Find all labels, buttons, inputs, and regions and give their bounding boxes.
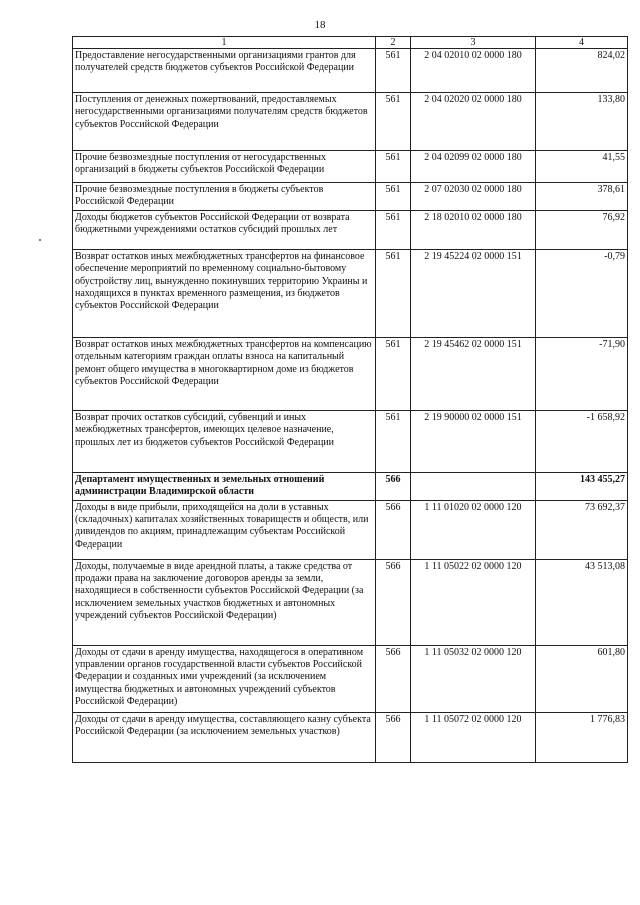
- row-amount-cell: -1 658,92: [536, 410, 628, 472]
- row-admin-cell: 566: [376, 559, 411, 645]
- table-row: [73, 559, 628, 645]
- row-amount-cell: 76,92: [536, 210, 628, 249]
- row-name-cell: Возврат остатков иных межбюджетных трансфертов на компенсацию отдельным категориям граждан оплаты взноса на капитальный ремонт общего имущества в многоквартирном доме из бюджетов субъектов Российской Федерации: [73, 337, 376, 410]
- header-col-4: 4: [536, 37, 628, 49]
- row-admin-cell: 561: [376, 210, 411, 249]
- row-amount-cell: 41,55: [536, 151, 628, 183]
- revenue-table: [72, 36, 628, 763]
- row-code-cell: 1 11 05032 02 0000 120: [411, 645, 536, 712]
- row-admin-cell: 566: [376, 472, 411, 500]
- table-row: [73, 249, 628, 337]
- row-name-cell: Предоставление негосударственными организациями грантов для получателей средств бюджетов субъектов Российской Федерации: [73, 49, 376, 93]
- table-row: [73, 500, 628, 559]
- table-row: [73, 410, 628, 472]
- row-code-cell: 2 07 02030 02 0000 180: [411, 183, 536, 211]
- row-name-cell: Доходы, получаемые в виде арендной платы, а также средства от продажи права на заключение договоров аренды за земли, находящиеся в собственности субъектов Российской Федерации (за исключением земельных участков бюджетных и автономных учреждений субъектов Российской Федерации): [73, 559, 376, 645]
- header-col-3: 3: [411, 37, 536, 49]
- table-row: [73, 472, 628, 500]
- table-row: [73, 93, 628, 151]
- row-amount-cell: 73 692,37: [536, 500, 628, 559]
- row-code-cell: 2 19 45224 02 0000 151: [411, 249, 536, 337]
- row-admin-cell: 561: [376, 249, 411, 337]
- row-name-cell: Возврат остатков иных межбюджетных трансфертов на финансовое обеспечение мероприятий по временному социально-бытовому обустройству лиц, вынужденно покинувших территорию Украины и находящихся в пунктах временного размещения, из бюджетов субъектов Российской Федерации: [73, 249, 376, 337]
- row-name-cell: Департамент имущественных и земельных отношений администрации Владимирской области: [73, 472, 376, 500]
- row-admin-cell: 566: [376, 712, 411, 762]
- row-amount-cell: 43 513,08: [536, 559, 628, 645]
- row-name-cell: Поступления от денежных пожертвований, предоставляемых негосударственными организациями получателям средств бюджетов субъектов Российской Федерации: [73, 93, 376, 151]
- row-code-cell: 1 11 01020 02 0000 120: [411, 500, 536, 559]
- row-code-cell: [411, 472, 536, 500]
- row-admin-cell: 561: [376, 183, 411, 211]
- row-amount-cell: 133,80: [536, 93, 628, 151]
- row-code-cell: 1 11 05022 02 0000 120: [411, 559, 536, 645]
- row-admin-cell: 561: [376, 93, 411, 151]
- table-row: [73, 645, 628, 712]
- row-code-cell: 2 04 02010 02 0000 180: [411, 49, 536, 93]
- table-row: [73, 210, 628, 249]
- row-name-cell: Доходы от сдачи в аренду имущества, составляющего казну субъекта Российской Федерации (за исключением земельных участков): [73, 712, 376, 762]
- row-name-cell: Прочие безвозмездные поступления от негосударственных организаций в бюджеты субъектов Российской Федерации: [73, 151, 376, 183]
- row-admin-cell: 561: [376, 337, 411, 410]
- header-col-2: 2: [376, 37, 411, 49]
- row-name-cell: Доходы от сдачи в аренду имущества, находящегося в оперативном управлении органов государственной власти субъектов Российской Федерации и созданных ими учреждений (за исключением имущества бюджетных и автономных учреждений субъектов Российской Федерации): [73, 645, 376, 712]
- row-amount-cell: 824,02: [536, 49, 628, 93]
- row-admin-cell: 566: [376, 500, 411, 559]
- row-amount-cell: 1 776,83: [536, 712, 628, 762]
- row-code-cell: 2 18 02010 02 0000 180: [411, 210, 536, 249]
- row-code-cell: 2 04 02099 02 0000 180: [411, 151, 536, 183]
- row-name-cell: Доходы в виде прибыли, приходящейся на доли в уставных (складочных) капиталах хозяйственных товариществ и обществ, или дивидендов по акциям, принадлежащим субъектам Российской Федерации: [73, 500, 376, 559]
- row-amount-cell: -0,79: [536, 249, 628, 337]
- header-col-1: 1: [73, 37, 376, 49]
- row-amount-cell: 601,80: [536, 645, 628, 712]
- row-admin-cell: 561: [376, 49, 411, 93]
- scan-speck: [39, 239, 41, 241]
- row-admin-cell: 566: [376, 645, 411, 712]
- table-row: [73, 183, 628, 211]
- row-admin-cell: 561: [376, 410, 411, 472]
- row-name-cell: Возврат прочих остатков субсидий, субвенций и иных межбюджетных трансфертов, имеющих целевое назначение, прошлых лет из бюджетов субъектов Российской Федерации: [73, 410, 376, 472]
- row-name-cell: Доходы бюджетов субъектов Российской Федерации от возврата бюджетными учреждениями остатков субсидий прошлых лет: [73, 210, 376, 249]
- table-row: [73, 49, 628, 93]
- row-code-cell: 2 04 02020 02 0000 180: [411, 93, 536, 151]
- row-code-cell: 1 11 05072 02 0000 120: [411, 712, 536, 762]
- row-code-cell: 2 19 90000 02 0000 151: [411, 410, 536, 472]
- row-amount-cell: -71,90: [536, 337, 628, 410]
- row-amount-cell: 378,61: [536, 183, 628, 211]
- table-row: [73, 712, 628, 762]
- table-header-row: [73, 37, 628, 49]
- table-row: [73, 337, 628, 410]
- page-number: 18: [314, 19, 326, 31]
- table-row: [73, 151, 628, 183]
- row-code-cell: 2 19 45462 02 0000 151: [411, 337, 536, 410]
- row-admin-cell: 561: [376, 151, 411, 183]
- row-amount-cell: 143 455,27: [536, 472, 628, 500]
- row-name-cell: Прочие безвозмездные поступления в бюджеты субъектов Российской Федерации: [73, 183, 376, 211]
